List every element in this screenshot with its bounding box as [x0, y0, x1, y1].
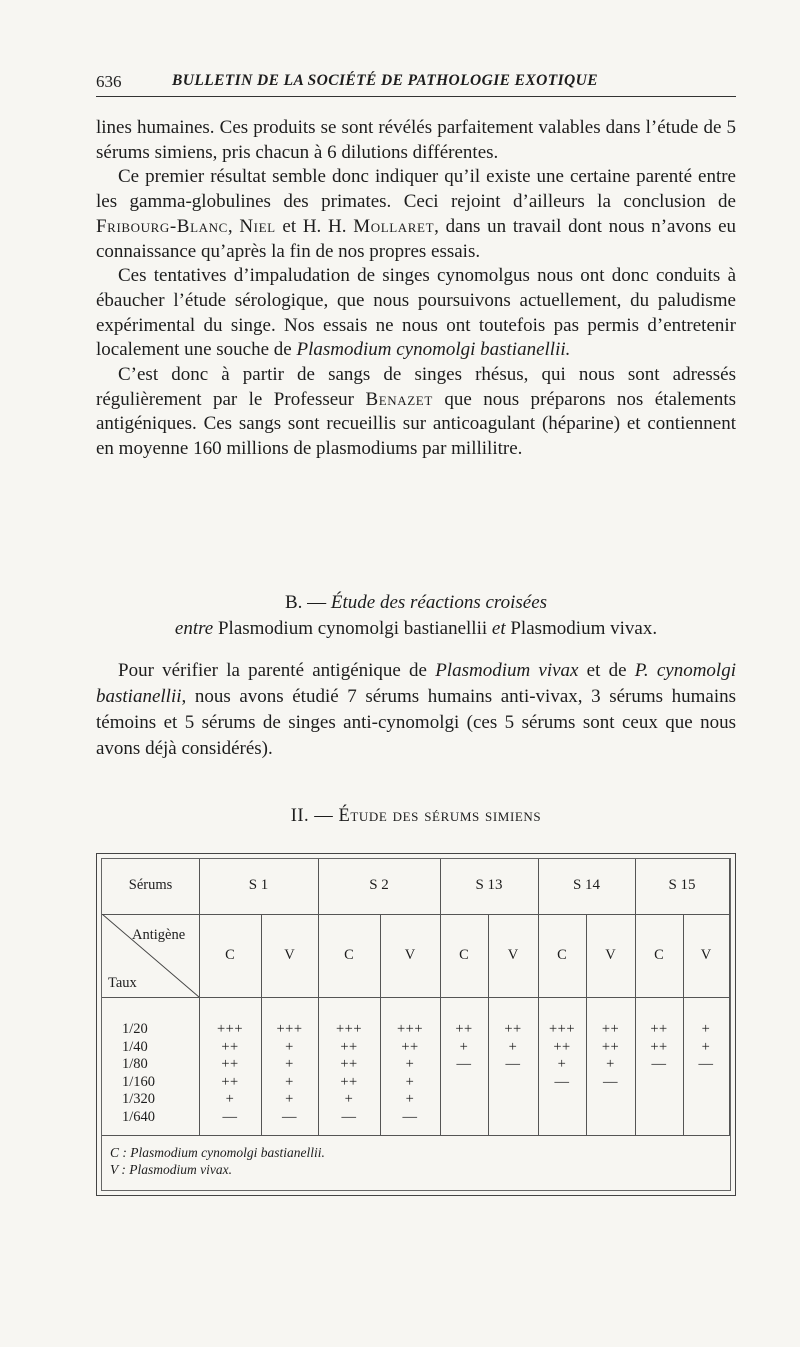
table-cell: — — [402, 1108, 418, 1125]
table-cell: ++ — [221, 1038, 239, 1055]
table-cell: — — [222, 1108, 238, 1125]
table-cell: ++ — [601, 1021, 620, 1037]
table-cell: + — [344, 1091, 354, 1107]
table-cell: ++ — [221, 1056, 239, 1072]
table-cell: +++ — [548, 1021, 576, 1037]
taux-label: Taux — [108, 975, 137, 991]
table-cell: + — [459, 1038, 469, 1055]
antigen-label: Antigène — [132, 927, 186, 943]
table-cell: — — [698, 1056, 714, 1072]
section-heading: B. — Étude des réactions croisées entre Plasmodium cynomolgi bastianellii et Plasmodium vivax. — [174, 592, 658, 639]
table-cell: ++ — [401, 1038, 419, 1055]
antigen-header: V — [404, 947, 416, 963]
table-cell: ++ — [340, 1073, 358, 1090]
page-number: 636 — [96, 72, 122, 91]
table-cell: — — [341, 1108, 357, 1125]
table-cell: + — [285, 1091, 294, 1107]
dilution-label: 1/20 — [122, 1021, 148, 1037]
antigen-header: C — [225, 947, 235, 963]
antigen-header: C — [459, 947, 469, 963]
author-benazet: Benazet — [365, 388, 433, 410]
antigen-header: V — [507, 947, 519, 963]
paragraph-5: Pour vérifier la parenté antigénique de Plasmodium vivax et de P. cynomolgi bastianellii, nous avons étudié 7 sérums humains anti-vivax, 3 sérums humains témoins et 5 sérums de singes anti-cynomolgi (ces 5 sérums sont ceux que nous avons déjà considérés). — [96, 660, 736, 759]
table-cell: + — [225, 1091, 235, 1107]
table-cell: ++ — [504, 1021, 522, 1037]
table-cell: + — [405, 1073, 415, 1090]
author-mollaret: Mollaret — [353, 215, 435, 237]
legend-v: V : Plasmodium vivax. — [110, 1162, 232, 1177]
body-text — [96, 116, 736, 462]
antigen-header: C — [557, 947, 567, 963]
table-cell: + — [285, 1038, 294, 1055]
table-cell: — — [456, 1056, 472, 1072]
table-cell: +++ — [335, 1021, 363, 1037]
serum-header: S 1 — [248, 877, 269, 893]
table-cell: — — [554, 1073, 570, 1090]
dilution-label: 1/40 — [122, 1038, 148, 1055]
antigen-header: V — [605, 947, 616, 963]
table-cell: — — [505, 1056, 521, 1072]
paragraph-1: lines humaines. Ces produits se sont révélés parfaitement valables dans l’étude de 5 sérums simiens, pris chacun à 6 dilutions différentes. — [96, 117, 736, 163]
table-cell: + — [557, 1056, 567, 1072]
dilution-label: 1/640 — [122, 1108, 156, 1125]
table-cell: ++ — [650, 1038, 668, 1055]
table-inner-frame — [101, 858, 731, 1191]
serum-header: S 13 — [475, 877, 503, 893]
table-cell: ++ — [221, 1073, 239, 1090]
dilution-label: 1/320 — [122, 1091, 156, 1107]
serum-table — [96, 853, 736, 1196]
author-niel: Niel — [239, 215, 276, 237]
table-cell: +++ — [276, 1021, 303, 1037]
serum-header: S 15 — [668, 877, 696, 893]
table-cell: +++ — [396, 1021, 424, 1037]
table-cell: + — [508, 1038, 518, 1055]
table-cell: + — [405, 1091, 415, 1107]
table-cell: + — [405, 1056, 415, 1072]
dilution-label: 1/160 — [122, 1073, 156, 1090]
table-cell: — — [603, 1073, 618, 1090]
table-cell: — — [282, 1108, 297, 1125]
antigen-header: V — [284, 947, 295, 963]
serum-header: S 2 — [369, 877, 389, 893]
table-cell: ++ — [650, 1021, 668, 1037]
antigen-header: C — [344, 947, 354, 963]
author-fribourg-blanc: Fribourg-Blanc — [96, 215, 228, 237]
paragraph-3: Ces tentatives d’impaludation de singes cynomolgus nous ont donc conduits à ébaucher l’étude sérologique, que nous poursuivons actuellement, du paludisme expérimental du singe. Nos essais ne nous ont toutefois pas permis d’entretenir localement une souche de Plasmodium cynomolgi bastianellii. — [96, 265, 736, 361]
table-cell: + — [285, 1056, 294, 1072]
table-cell: ++ — [340, 1038, 358, 1055]
table-cell: + — [701, 1038, 711, 1055]
dilution-label: 1/80 — [122, 1056, 148, 1072]
table-cell: + — [606, 1056, 615, 1072]
table-cell: ++ — [601, 1038, 620, 1055]
table-cell: — — [651, 1056, 667, 1072]
antigen-header: V — [700, 947, 712, 963]
antigen-header: C — [654, 947, 664, 963]
journal-title: BULLETIN DE LA SOCIÉTÉ DE PATHOLOGIE EXOTIQUE — [172, 72, 598, 89]
table-cell: + — [285, 1073, 294, 1090]
legend-c: C : Plasmodium cynomolgi bastianellii. — [110, 1145, 325, 1160]
serum-header: S 14 — [572, 877, 601, 893]
table-cell: +++ — [216, 1021, 244, 1037]
table-cell: ++ — [553, 1038, 571, 1055]
paragraph-4: C’est donc à partir de sangs de singes rhésus, qui nous sont adressés régulièrement par le Professeur Benazet que nous préparons nos étalements antigéniques. Ces sangs sont recueillis sur anticoagulant (héparine) et contiennent en moyenne 160 millions de plasmodiums par millilitre. — [96, 364, 736, 460]
paragraph-2: Ce premier résultat semble donc indiquer qu’il existe une certaine parenté entre les gamma-globulines des primates. Ceci rejoint d’ailleurs la conclusion de Fribourg-Blanc, Niel et H. H. Mollaret, dans un travail dont nous n’avons eu connaissance qu’après la fin de nos propres essais. — [96, 166, 737, 262]
table-title: II. — Étude des sérums simiens — [290, 806, 542, 826]
running-header — [96, 70, 736, 97]
table-cell: ++ — [340, 1056, 358, 1072]
corner-label: Sérums — [128, 877, 173, 893]
table-cell: ++ — [455, 1021, 473, 1037]
table-cell: + — [701, 1021, 711, 1037]
